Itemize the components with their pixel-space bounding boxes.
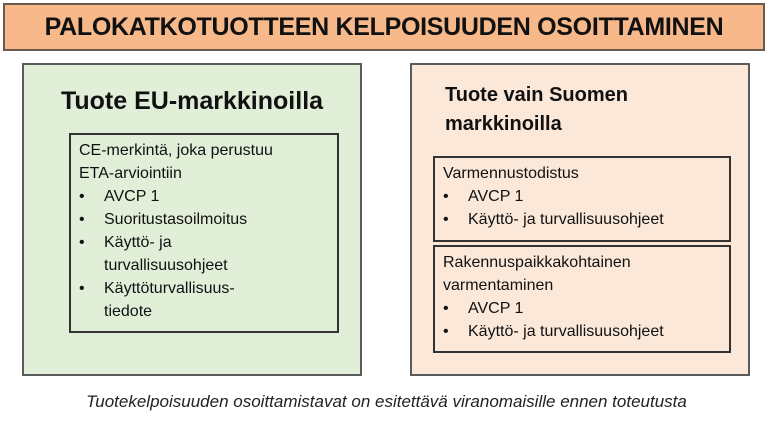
eu-market-panel	[22, 63, 362, 376]
footer-caption: Tuotekelpoisuuden osoittamistavat on esitettävä viranomaisille ennen toteutusta	[86, 392, 687, 411]
bullet-icon: •	[79, 211, 85, 228]
list-item-text: Käyttöturvallisuus-	[104, 280, 235, 297]
list-item	[443, 297, 721, 320]
list-item	[79, 185, 329, 208]
site-specific-list	[443, 297, 721, 343]
certificate-heading: Varmennustodistus	[443, 165, 579, 182]
ce-marking-heading-line1: CE-merkintä, joka perustuu	[79, 142, 273, 159]
list-item-text: Käyttö- ja turvallisuusohjeet	[468, 211, 664, 228]
list-item-text: AVCP 1	[468, 188, 524, 205]
ce-marking-heading-line2: ETA-arviointiin	[79, 165, 182, 182]
list-item	[79, 208, 329, 231]
list-item-text: Suoritustasoilmoitus	[104, 211, 248, 228]
list-item-text: AVCP 1	[468, 300, 524, 317]
list-item-text: Käyttö- ja	[104, 234, 172, 251]
bullet-icon: •	[443, 323, 449, 340]
finland-market-title-line2: markkinoilla	[445, 113, 562, 135]
list-item-text: AVCP 1	[104, 188, 160, 205]
list-item	[443, 208, 721, 231]
list-item-text-cont: turvallisuusohjeet	[104, 257, 228, 274]
finland-market-title-line1: Tuote vain Suomen	[445, 84, 628, 106]
list-item	[443, 320, 721, 343]
certificate-list	[443, 185, 721, 231]
site-specific-heading-line2: varmentaminen	[443, 277, 554, 294]
diagram-title: PALOKATKOTUOTTEEN KELPOISUUDEN OSOITTAMINEN	[3, 3, 765, 51]
site-specific-heading-line1: Rakennuspaikkakohtainen	[443, 254, 631, 271]
list-item-text: Käyttö- ja turvallisuusohjeet	[468, 323, 664, 340]
ce-marking-list	[79, 185, 329, 323]
finland-market-panel	[410, 63, 750, 376]
list-item	[443, 185, 721, 208]
list-item-text-cont: tiedote	[104, 303, 153, 320]
eu-market-title: Tuote EU-markkinoilla	[60, 87, 324, 115]
list-item	[79, 231, 329, 277]
bullet-icon: •	[443, 188, 449, 205]
list-item	[79, 277, 329, 323]
finland-market-title	[445, 81, 628, 139]
bullet-icon: •	[443, 211, 449, 228]
site-specific-box	[433, 245, 731, 353]
bullet-icon: •	[79, 188, 85, 205]
bullet-icon: •	[443, 300, 449, 317]
bullet-icon: •	[79, 280, 85, 297]
bullet-icon: •	[79, 234, 85, 251]
certificate-box	[433, 156, 731, 242]
ce-marking-box	[69, 133, 339, 333]
